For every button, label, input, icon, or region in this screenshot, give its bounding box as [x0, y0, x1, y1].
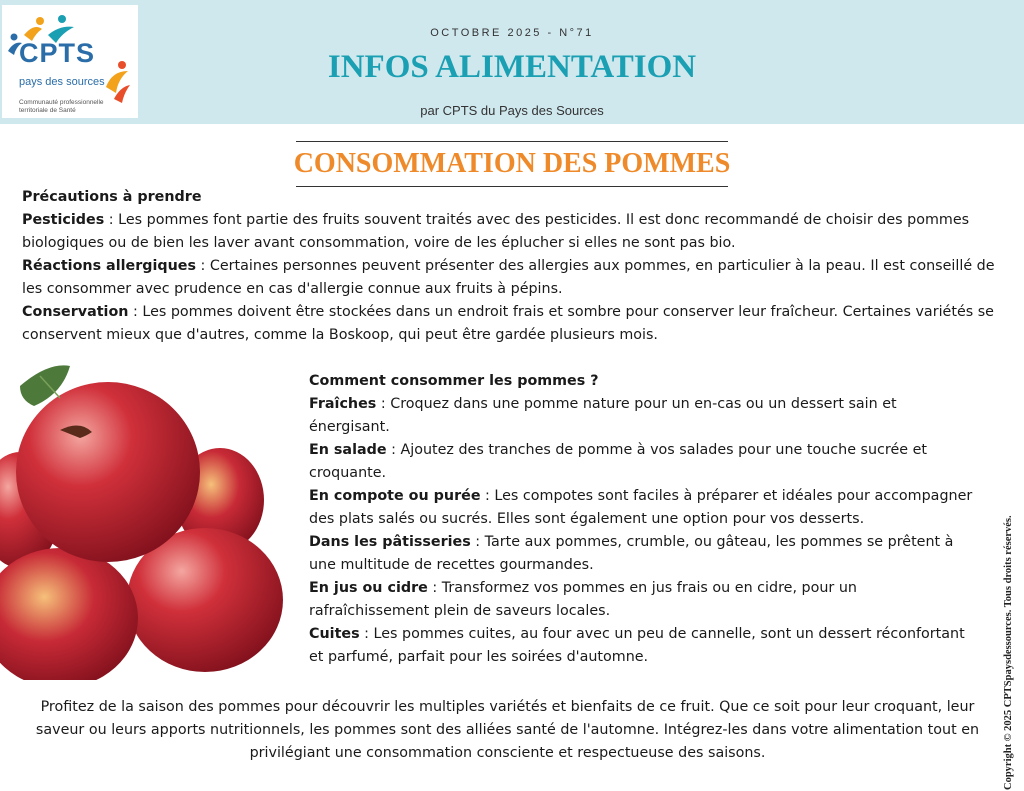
logo-description: Communauté professionnelle territoriale de Santé: [19, 99, 104, 114]
consumption-label: En compote ou purée: [309, 488, 481, 504]
precaution-label: Conservation: [22, 304, 129, 320]
section-title: CONSOMMATION DES POMMES: [293, 148, 731, 179]
precautions-section: [22, 186, 1007, 347]
precautions-heading: Précautions à prendre: [22, 189, 202, 205]
logo-name: CPTS: [19, 38, 96, 68]
logo-subtitle: pays des sources: [19, 76, 105, 88]
section-rule-top: [296, 141, 728, 142]
precaution-item: [22, 301, 1007, 347]
consumption-section: [309, 370, 981, 669]
consumption-text: : Les compotes sont faciles à préparer et idéales pour accompagner des plats salés ou sucrés. Elles sont également une option pour vos desserts.: [309, 488, 973, 527]
consumption-item: [309, 393, 981, 439]
precaution-text: : Certaines personnes peuvent présenter des allergies aux pommes, en particulier à la peau. Il est conseillé de les consommer avec prudence en cas d'allergie connue aux fruits à pépins.: [22, 258, 995, 297]
consumption-label: Dans les pâtisseries: [309, 534, 471, 550]
consumption-heading: Comment consommer les pommes ?: [309, 373, 599, 389]
precaution-item: [22, 209, 1007, 255]
consumption-text: : Croquez dans une pomme nature pour un en-cas ou un dessert sain et énergisant.: [309, 396, 897, 435]
consumption-label: Fraîches: [309, 396, 377, 412]
precaution-item: [22, 255, 1007, 301]
copyright-notice: Copyright © 2025 CPTSpaysdessources. Tous droits réservés.: [1003, 515, 1014, 790]
apples-image: [0, 360, 300, 680]
precaution-label: Réactions allergiques: [22, 258, 196, 274]
precaution-label: Pesticides: [22, 212, 105, 228]
consumption-text: : Tarte aux pommes, crumble, ou gâteau, les pommes se prêtent à une multitude de recettes gourmandes.: [309, 534, 954, 573]
consumption-text: : Les pommes cuites, au four avec un peu de cannelle, sont un dessert réconfortant et parfumé, parfait pour les soirées d'automne.: [309, 626, 965, 665]
consumption-item: [309, 531, 981, 577]
consumption-text: : Transformez vos pommes en jus frais ou en cidre, pour un rafraîchissement plein de saveurs locales.: [309, 580, 857, 619]
precaution-text: : Les pommes font partie des fruits souvent traités avec des pesticides. Il est donc recommandé de choisir des pommes biologiques ou de bien les laver avant consommation, voire de les éplucher si elles ne sont pas bio.: [22, 212, 970, 251]
issue-meta: OCTOBRE 2025 - N°71: [430, 27, 594, 39]
consumption-item: [309, 485, 981, 531]
byline: par CPTS du Pays des Sources: [420, 103, 604, 118]
consumption-item: [309, 439, 981, 485]
closing-paragraph: Profitez de la saison des pommes pour découvrir les multiples variétés et bienfaits de ce fruit. Que ce soit pour leur croquant, leur saveur ou leurs apports nutritionnels, les pommes sont des alliées santé de l'automne. Intégrez-les dans votre alimentation tout en privilégiant une consommation consciente et respectueuse des saisons.: [35, 699, 980, 761]
consumption-label: En salade: [309, 442, 387, 458]
precaution-text: : Les pommes doivent être stockées dans un endroit frais et sombre pour conserver leur fraîcheur. Certaines variétés se conservent mieux que d'autres, comme la Boskoop, qui peut être gardée plusieurs mois.: [22, 304, 994, 343]
page-title: INFOS ALIMENTATION: [327, 49, 697, 85]
consumption-text: : Ajoutez des tranches de pomme à vos salades pour une touche sucrée et croquante.: [309, 442, 928, 481]
consumption-label: Cuites: [309, 626, 360, 642]
consumption-item: [309, 623, 981, 669]
header-banner: [0, 0, 1024, 124]
consumption-item: [309, 577, 981, 623]
consumption-label: En jus ou cidre: [309, 580, 428, 596]
